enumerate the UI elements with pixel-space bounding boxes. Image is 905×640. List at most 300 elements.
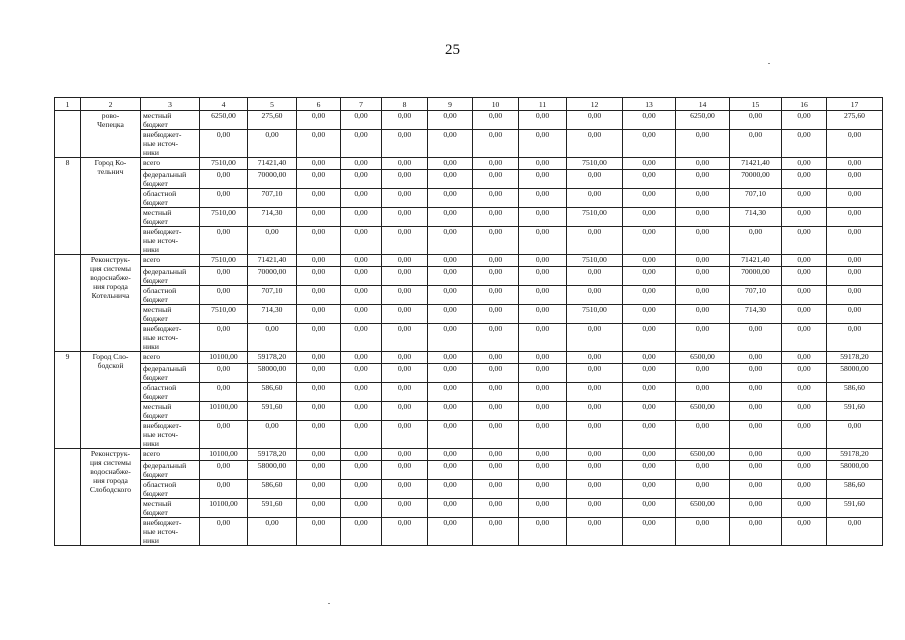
funding-source-cell: федеральный бюджет: [141, 461, 200, 480]
amount-cell: 0,00: [519, 305, 567, 324]
amount-cell: 0,00: [341, 499, 382, 518]
amount-cell: 0,00: [382, 364, 428, 383]
table-row: [55, 130, 883, 158]
amount-cell: 0,00: [297, 170, 341, 189]
table-row: [55, 111, 883, 130]
amount-cell: 0,00: [428, 130, 473, 158]
amount-cell: 59178,20: [827, 449, 883, 461]
funding-source-cell: федеральный бюджет: [141, 267, 200, 286]
amount-cell: 0,00: [567, 383, 623, 402]
amount-cell: 70000,00: [248, 170, 297, 189]
amount-cell: 0,00: [567, 364, 623, 383]
object-name-cell: Город Сло- бодской: [81, 352, 141, 449]
funding-source-cell: всего: [141, 158, 200, 170]
object-name-cell: рово- Чепецка: [81, 111, 141, 158]
amount-cell: 0,00: [473, 421, 519, 449]
amount-cell: 275,60: [248, 111, 297, 130]
funding-source-cell: областной бюджет: [141, 480, 200, 499]
column-number-row: [55, 98, 883, 111]
amount-cell: 0,00: [676, 189, 730, 208]
amount-cell: 0,00: [382, 518, 428, 546]
amount-cell: 58000,00: [827, 461, 883, 480]
amount-cell: 0,00: [297, 449, 341, 461]
amount-cell: 0,00: [341, 267, 382, 286]
amount-cell: 0,00: [519, 267, 567, 286]
amount-cell: 0,00: [519, 324, 567, 352]
amount-cell: 0,00: [341, 402, 382, 421]
amount-cell: 0,00: [200, 364, 248, 383]
amount-cell: 714,30: [730, 305, 782, 324]
amount-cell: 0,00: [623, 267, 676, 286]
amount-cell: 0,00: [341, 352, 382, 364]
amount-cell: 0,00: [676, 158, 730, 170]
amount-cell: 0,00: [623, 324, 676, 352]
amount-cell: 0,00: [623, 449, 676, 461]
amount-cell: 0,00: [200, 130, 248, 158]
amount-cell: 0,00: [297, 286, 341, 305]
table-row: [55, 421, 883, 449]
row-index-cell: 9: [55, 352, 81, 449]
column-number: 3: [141, 98, 200, 111]
amount-cell: 0,00: [676, 130, 730, 158]
amount-cell: 707,10: [730, 189, 782, 208]
amount-cell: 0,00: [519, 421, 567, 449]
column-number: 15: [730, 98, 782, 111]
amount-cell: 0,00: [782, 227, 827, 255]
amount-cell: 59178,20: [248, 449, 297, 461]
amount-cell: 0,00: [428, 364, 473, 383]
amount-cell: 0,00: [676, 170, 730, 189]
column-number: 7: [341, 98, 382, 111]
amount-cell: 0,00: [297, 383, 341, 402]
column-number: 1: [55, 98, 81, 111]
amount-cell: 7510,00: [567, 158, 623, 170]
amount-cell: 0,00: [428, 352, 473, 364]
amount-cell: 586,60: [248, 480, 297, 499]
amount-cell: 0,00: [519, 461, 567, 480]
amount-cell: 0,00: [782, 324, 827, 352]
amount-cell: 0,00: [382, 352, 428, 364]
amount-cell: 0,00: [623, 189, 676, 208]
table-row: [55, 227, 883, 255]
table-row: [55, 402, 883, 421]
object-name-cell: Реконструк- ция системы водоснабже- ния города Котельнича: [81, 255, 141, 352]
amount-cell: 0,00: [676, 364, 730, 383]
amount-cell: 0,00: [730, 324, 782, 352]
amount-cell: 0,00: [297, 208, 341, 227]
amount-cell: 0,00: [827, 158, 883, 170]
amount-cell: 0,00: [473, 208, 519, 227]
amount-cell: 586,60: [827, 383, 883, 402]
column-number: 17: [827, 98, 883, 111]
amount-cell: 0,00: [382, 421, 428, 449]
funding-source-cell: внебюджет- ные источ- ники: [141, 421, 200, 449]
column-number: 13: [623, 98, 676, 111]
funding-source-cell: местный бюджет: [141, 208, 200, 227]
amount-cell: 0,00: [567, 499, 623, 518]
amount-cell: 0,00: [382, 208, 428, 227]
table-body: [55, 111, 883, 546]
funding-source-cell: областной бюджет: [141, 383, 200, 402]
amount-cell: 0,00: [382, 111, 428, 130]
table-row: [55, 383, 883, 402]
amount-cell: 0,00: [782, 480, 827, 499]
amount-cell: 0,00: [341, 518, 382, 546]
amount-cell: 0,00: [623, 286, 676, 305]
amount-cell: 0,00: [519, 449, 567, 461]
column-number: 14: [676, 98, 730, 111]
amount-cell: 0,00: [623, 255, 676, 267]
amount-cell: 0,00: [341, 208, 382, 227]
amount-cell: 0,00: [730, 130, 782, 158]
budget-table: [54, 97, 883, 546]
amount-cell: 0,00: [782, 189, 827, 208]
amount-cell: 0,00: [623, 364, 676, 383]
amount-cell: 0,00: [473, 255, 519, 267]
amount-cell: 0,00: [519, 480, 567, 499]
amount-cell: 6500,00: [676, 449, 730, 461]
amount-cell: 7510,00: [200, 208, 248, 227]
amount-cell: 0,00: [428, 189, 473, 208]
amount-cell: 0,00: [428, 286, 473, 305]
column-number: 16: [782, 98, 827, 111]
amount-cell: 0,00: [473, 499, 519, 518]
amount-cell: 0,00: [519, 286, 567, 305]
amount-cell: 0,00: [428, 421, 473, 449]
amount-cell: 0,00: [567, 480, 623, 499]
amount-cell: 0,00: [623, 111, 676, 130]
amount-cell: 0,00: [782, 518, 827, 546]
funding-source-cell: внебюджет- ные источ- ники: [141, 227, 200, 255]
amount-cell: 0,00: [297, 130, 341, 158]
amount-cell: 0,00: [519, 227, 567, 255]
amount-cell: 0,00: [730, 480, 782, 499]
amount-cell: 0,00: [428, 158, 473, 170]
amount-cell: 71421,40: [730, 255, 782, 267]
amount-cell: 7510,00: [200, 158, 248, 170]
amount-cell: 6250,00: [200, 111, 248, 130]
amount-cell: 0,00: [519, 111, 567, 130]
amount-cell: 0,00: [473, 267, 519, 286]
amount-cell: 0,00: [623, 499, 676, 518]
column-number: 10: [473, 98, 519, 111]
amount-cell: 0,00: [382, 480, 428, 499]
amount-cell: 0,00: [382, 402, 428, 421]
column-number: 11: [519, 98, 567, 111]
amount-cell: 0,00: [200, 267, 248, 286]
amount-cell: 0,00: [297, 421, 341, 449]
object-name-cell: Город Ко- тельнич: [81, 158, 141, 255]
amount-cell: 0,00: [782, 170, 827, 189]
amount-cell: 0,00: [782, 305, 827, 324]
amount-cell: 71421,40: [730, 158, 782, 170]
amount-cell: 0,00: [676, 286, 730, 305]
amount-cell: 0,00: [200, 324, 248, 352]
amount-cell: 0,00: [297, 267, 341, 286]
table-row: [55, 518, 883, 546]
amount-cell: 0,00: [473, 461, 519, 480]
amount-cell: 0,00: [567, 267, 623, 286]
amount-cell: 0,00: [473, 352, 519, 364]
amount-cell: 0,00: [782, 449, 827, 461]
amount-cell: 0,00: [782, 461, 827, 480]
amount-cell: 0,00: [782, 158, 827, 170]
amount-cell: 0,00: [297, 158, 341, 170]
amount-cell: 0,00: [567, 402, 623, 421]
amount-cell: 0,00: [297, 461, 341, 480]
amount-cell: 7510,00: [567, 208, 623, 227]
amount-cell: 0,00: [623, 130, 676, 158]
amount-cell: 0,00: [623, 170, 676, 189]
funding-source-cell: федеральный бюджет: [141, 364, 200, 383]
amount-cell: 0,00: [519, 383, 567, 402]
amount-cell: 0,00: [519, 352, 567, 364]
amount-cell: 0,00: [567, 461, 623, 480]
amount-cell: 0,00: [473, 227, 519, 255]
amount-cell: 0,00: [341, 364, 382, 383]
funding-source-cell: всего: [141, 352, 200, 364]
amount-cell: 0,00: [428, 267, 473, 286]
column-number: 5: [248, 98, 297, 111]
amount-cell: 0,00: [623, 227, 676, 255]
column-number: 4: [200, 98, 248, 111]
amount-cell: 0,00: [782, 421, 827, 449]
amount-cell: 0,00: [519, 208, 567, 227]
table-row: [55, 158, 883, 170]
amount-cell: 6500,00: [676, 352, 730, 364]
table-row: [55, 170, 883, 189]
scan-speck: [768, 63, 770, 64]
amount-cell: 71421,40: [248, 158, 297, 170]
amount-cell: 0,00: [428, 227, 473, 255]
amount-cell: 591,60: [248, 402, 297, 421]
amount-cell: 71421,40: [248, 255, 297, 267]
amount-cell: 0,00: [248, 227, 297, 255]
amount-cell: 0,00: [623, 352, 676, 364]
funding-source-cell: федеральный бюджет: [141, 170, 200, 189]
amount-cell: 0,00: [827, 189, 883, 208]
amount-cell: 0,00: [297, 364, 341, 383]
amount-cell: 0,00: [382, 383, 428, 402]
table-row: [55, 364, 883, 383]
table-row: [55, 352, 883, 364]
amount-cell: 0,00: [730, 111, 782, 130]
amount-cell: 10100,00: [200, 402, 248, 421]
amount-cell: 0,00: [827, 267, 883, 286]
amount-cell: 0,00: [473, 286, 519, 305]
amount-cell: 0,00: [382, 461, 428, 480]
amount-cell: 0,00: [248, 130, 297, 158]
amount-cell: 0,00: [341, 305, 382, 324]
amount-cell: 0,00: [676, 227, 730, 255]
amount-cell: 714,30: [248, 305, 297, 324]
amount-cell: 0,00: [827, 130, 883, 158]
amount-cell: 0,00: [248, 324, 297, 352]
amount-cell: 58000,00: [248, 364, 297, 383]
amount-cell: 0,00: [473, 518, 519, 546]
amount-cell: 0,00: [730, 449, 782, 461]
amount-cell: 0,00: [382, 255, 428, 267]
amount-cell: 0,00: [341, 111, 382, 130]
amount-cell: 0,00: [382, 189, 428, 208]
amount-cell: 0,00: [623, 305, 676, 324]
amount-cell: 0,00: [730, 518, 782, 546]
amount-cell: 0,00: [827, 421, 883, 449]
amount-cell: 0,00: [623, 402, 676, 421]
row-index-cell: 8: [55, 158, 81, 255]
amount-cell: 0,00: [200, 227, 248, 255]
amount-cell: 0,00: [782, 402, 827, 421]
funding-source-cell: местный бюджет: [141, 499, 200, 518]
amount-cell: 0,00: [341, 189, 382, 208]
amount-cell: 0,00: [382, 130, 428, 158]
amount-cell: 0,00: [676, 461, 730, 480]
amount-cell: 0,00: [341, 255, 382, 267]
amount-cell: 59178,20: [248, 352, 297, 364]
amount-cell: 0,00: [567, 518, 623, 546]
amount-cell: 0,00: [297, 324, 341, 352]
amount-cell: 0,00: [567, 324, 623, 352]
amount-cell: 0,00: [297, 189, 341, 208]
amount-cell: 0,00: [519, 499, 567, 518]
table-row: [55, 499, 883, 518]
amount-cell: 59178,20: [827, 352, 883, 364]
amount-cell: 0,00: [341, 158, 382, 170]
amount-cell: 0,00: [519, 189, 567, 208]
amount-cell: 0,00: [341, 286, 382, 305]
amount-cell: 0,00: [297, 111, 341, 130]
table-row: [55, 449, 883, 461]
amount-cell: 0,00: [341, 383, 382, 402]
amount-cell: 0,00: [782, 267, 827, 286]
amount-cell: 6500,00: [676, 499, 730, 518]
amount-cell: 0,00: [428, 461, 473, 480]
amount-cell: 591,60: [827, 402, 883, 421]
table-row: [55, 305, 883, 324]
amount-cell: 6500,00: [676, 402, 730, 421]
amount-cell: 0,00: [428, 208, 473, 227]
table-row: [55, 324, 883, 352]
amount-cell: 0,00: [623, 480, 676, 499]
amount-cell: 0,00: [341, 170, 382, 189]
amount-cell: 0,00: [782, 383, 827, 402]
amount-cell: 0,00: [428, 383, 473, 402]
funding-source-cell: внебюджет- ные источ- ники: [141, 324, 200, 352]
amount-cell: 0,00: [473, 480, 519, 499]
table-row: [55, 208, 883, 227]
amount-cell: 0,00: [623, 518, 676, 546]
table-row: [55, 189, 883, 208]
funding-source-cell: внебюджет- ные источ- ники: [141, 130, 200, 158]
amount-cell: 0,00: [297, 352, 341, 364]
amount-cell: 0,00: [567, 421, 623, 449]
amount-cell: 0,00: [676, 305, 730, 324]
amount-cell: 6250,00: [676, 111, 730, 130]
amount-cell: 0,00: [428, 111, 473, 130]
amount-cell: 0,00: [473, 305, 519, 324]
amount-cell: 0,00: [473, 364, 519, 383]
amount-cell: 10100,00: [200, 499, 248, 518]
amount-cell: 0,00: [200, 189, 248, 208]
amount-cell: 0,00: [519, 130, 567, 158]
table-row: [55, 255, 883, 267]
amount-cell: 0,00: [200, 480, 248, 499]
page-number: 25: [445, 42, 460, 58]
amount-cell: 0,00: [676, 421, 730, 449]
scan-speck: [328, 603, 330, 604]
row-index-cell: [55, 449, 81, 546]
amount-cell: 0,00: [248, 421, 297, 449]
amount-cell: 70000,00: [730, 267, 782, 286]
amount-cell: 0,00: [567, 449, 623, 461]
funding-source-cell: внебюджет- ные источ- ники: [141, 518, 200, 546]
amount-cell: 0,00: [473, 402, 519, 421]
column-number: 8: [382, 98, 428, 111]
amount-cell: 0,00: [341, 324, 382, 352]
table-row: [55, 480, 883, 499]
amount-cell: 0,00: [730, 499, 782, 518]
amount-cell: 0,00: [519, 158, 567, 170]
funding-source-cell: местный бюджет: [141, 402, 200, 421]
amount-cell: 58000,00: [248, 461, 297, 480]
amount-cell: 70000,00: [730, 170, 782, 189]
amount-cell: 0,00: [730, 461, 782, 480]
amount-cell: 0,00: [382, 286, 428, 305]
amount-cell: 0,00: [782, 352, 827, 364]
amount-cell: 707,10: [248, 189, 297, 208]
table-row: [55, 461, 883, 480]
amount-cell: 0,00: [827, 227, 883, 255]
amount-cell: 714,30: [730, 208, 782, 227]
amount-cell: 586,60: [827, 480, 883, 499]
table-row: [55, 286, 883, 305]
funding-source-cell: всего: [141, 449, 200, 461]
amount-cell: 0,00: [827, 255, 883, 267]
amount-cell: 0,00: [827, 518, 883, 546]
amount-cell: 0,00: [782, 255, 827, 267]
amount-cell: 0,00: [782, 208, 827, 227]
amount-cell: 0,00: [382, 158, 428, 170]
amount-cell: 0,00: [341, 421, 382, 449]
amount-cell: 0,00: [827, 324, 883, 352]
amount-cell: 0,00: [782, 364, 827, 383]
amount-cell: 591,60: [827, 499, 883, 518]
amount-cell: 0,00: [382, 449, 428, 461]
amount-cell: 0,00: [200, 518, 248, 546]
amount-cell: 0,00: [676, 208, 730, 227]
amount-cell: 0,00: [519, 170, 567, 189]
amount-cell: 0,00: [428, 480, 473, 499]
column-number: 6: [297, 98, 341, 111]
amount-cell: 0,00: [730, 227, 782, 255]
amount-cell: 0,00: [676, 518, 730, 546]
amount-cell: 0,00: [382, 170, 428, 189]
amount-cell: 0,00: [200, 421, 248, 449]
amount-cell: 0,00: [623, 158, 676, 170]
funding-source-cell: всего: [141, 255, 200, 267]
amount-cell: 0,00: [428, 324, 473, 352]
funding-source-cell: областной бюджет: [141, 189, 200, 208]
amount-cell: 0,00: [730, 421, 782, 449]
amount-cell: 0,00: [297, 227, 341, 255]
amount-cell: 0,00: [730, 364, 782, 383]
amount-cell: 0,00: [428, 449, 473, 461]
amount-cell: 0,00: [827, 286, 883, 305]
funding-source-cell: областной бюджет: [141, 286, 200, 305]
amount-cell: 0,00: [473, 158, 519, 170]
amount-cell: 0,00: [297, 305, 341, 324]
row-index-cell: [55, 255, 81, 352]
